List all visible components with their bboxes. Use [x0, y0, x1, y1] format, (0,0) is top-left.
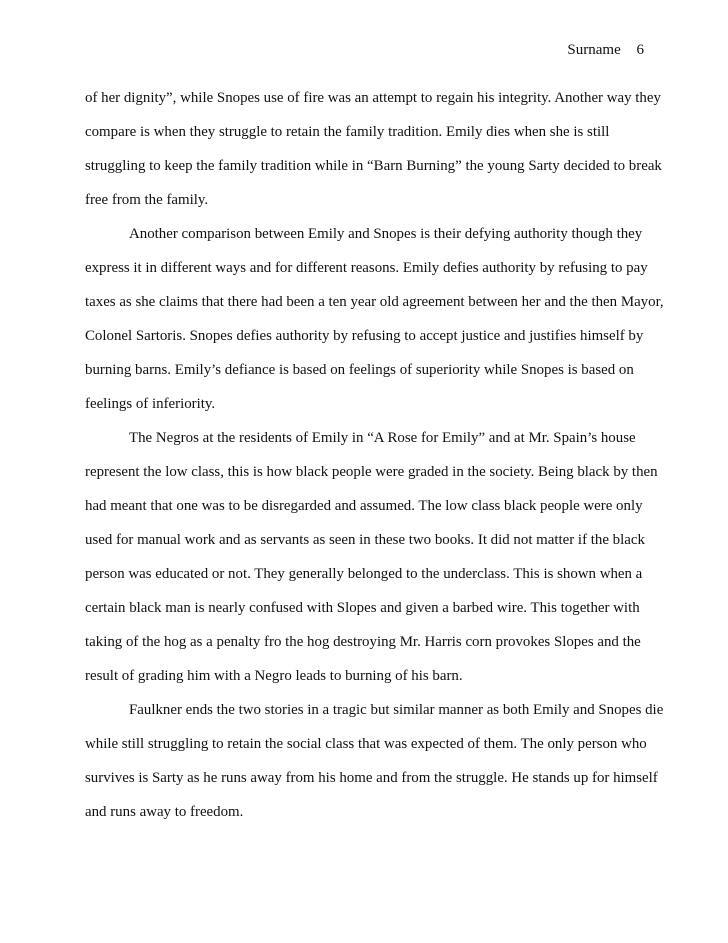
text-line: survives is Sarty as he runs away from his home and from the struggle. He stands up for himself	[85, 770, 658, 786]
text-line: taxes as she claims that there had been a ten year old agreement between her and the then Mayor,	[85, 294, 664, 310]
text-line: struggling to keep the family tradition while in “Barn Burning” the young Sarty decided to break	[85, 158, 662, 174]
paragraph-1	[85, 89, 662, 225]
text-line: free from the family.	[85, 192, 209, 208]
text-line: taking of the hog as a penalty fro the hog destroying Mr. Harris corn provokes Slopes and the	[85, 634, 641, 650]
text-line: compare is when they struggle to retain the family tradition. Emily dies when she is still	[85, 124, 610, 140]
paragraph-2	[85, 225, 664, 429]
text-line: Another comparison between Emily and Snopes is their defying authority though they	[129, 226, 643, 242]
text-line: of her dignity”, while Snopes use of fire was an attempt to regain his integrity. Another way they	[85, 90, 661, 106]
text-line: feelings of inferiority.	[85, 396, 216, 412]
text-line: person was educated or not. They generally belonged to the underclass. This is shown when a	[85, 566, 643, 582]
paragraph-4	[85, 701, 664, 837]
paragraph-3	[85, 429, 658, 701]
text-line: had meant that one was to be disregarded and assumed. The low class black people were only	[85, 498, 643, 514]
text-line: express it in different ways and for different reasons. Emily defies authority by refusing to pay	[85, 260, 648, 276]
text-line: Colonel Sartoris. Snopes defies authority by refusing to accept justice and justifies himself by	[85, 328, 644, 344]
text-line: result of grading him with a Negro leads to burning of his barn.	[85, 668, 463, 684]
body-text	[85, 89, 664, 837]
header-surname: Surname	[567, 42, 621, 58]
running-header	[567, 41, 644, 59]
text-line: and runs away to freedom.	[85, 804, 244, 820]
page-number: 6	[636, 42, 644, 58]
text-line: The Negros at the residents of Emily in “A Rose for Emily” and at Mr. Spain’s house	[129, 430, 636, 446]
text-line: burning barns. Emily’s defiance is based on feelings of superiority while Snopes is based on	[85, 362, 634, 378]
text-line: Faulkner ends the two stories in a tragic but similar manner as both Emily and Snopes die	[129, 702, 664, 718]
text-line: used for manual work and as servants as seen in these two books. It did not matter if the black	[85, 532, 645, 548]
text-line: certain black man is nearly confused with Slopes and given a barbed wire. This together with	[85, 600, 640, 616]
text-line: while still struggling to retain the social class that was expected of them. The only person who	[85, 736, 647, 752]
text-line: represent the low class, this is how black people were graded in the society. Being black by then	[85, 464, 658, 480]
